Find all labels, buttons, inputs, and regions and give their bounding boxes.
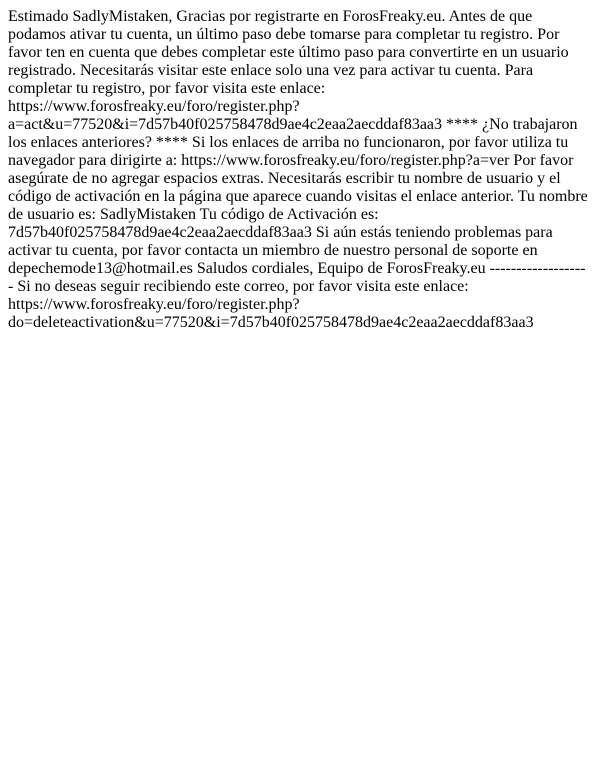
email-body-text: Estimado SadlyMistaken, Gracias por registrarte en ForosFreaky.eu. Antes de que podamos ativar tu cuenta, un último paso debe tomarse para completar tu registro. Por favor ten en cuenta que debes completar este último paso para convertirte en un usuario registrado. Necesitarás visitar este enlace solo una vez para activar tu cuenta. Para completar tu registro, por favor visita este enlace: https://www.forosfreaky.eu/foro/register.php? a=act&u=77520&i=7d57b40f025758478d9ae4c2eaa2aecddaf83aa3 **** ¿No trabajaron los enlaces anteriores? **** Si los enlaces de arriba no funcionaron, por favor utiliza tu navegador para dirigirte a: https://www.forosfreaky.eu/foro/register.php?a=ver Por favor asegúrate de no agregar espacios extras. Necesitarás escribir tu nombre de usuario y el código de activación en la página que aparece cuando visitas el enlace anterior. Tu nombre de usuario es: SadlyMistaken Tu código de Activación es: 7d57b40f025758478d9ae4c2eaa2aecddaf83aa3 Si aún estás teniendo problemas para activar tu cuenta, por favor contacta un miembro de nuestro personal de soporte en depechemode13@hotmail.es Saludos cordiales, Equipo de ForosFreaky.eu ------------------ - Si no deseas seguir recibiendo este correo, por favor visita este enlace: https://www.forosfreaky.eu/foro/register.php? do=deleteactivation&u=77520&i=7d57b40f025758478d9ae4c2eaa2aecddaf83aa3 [8,8,588,331]
